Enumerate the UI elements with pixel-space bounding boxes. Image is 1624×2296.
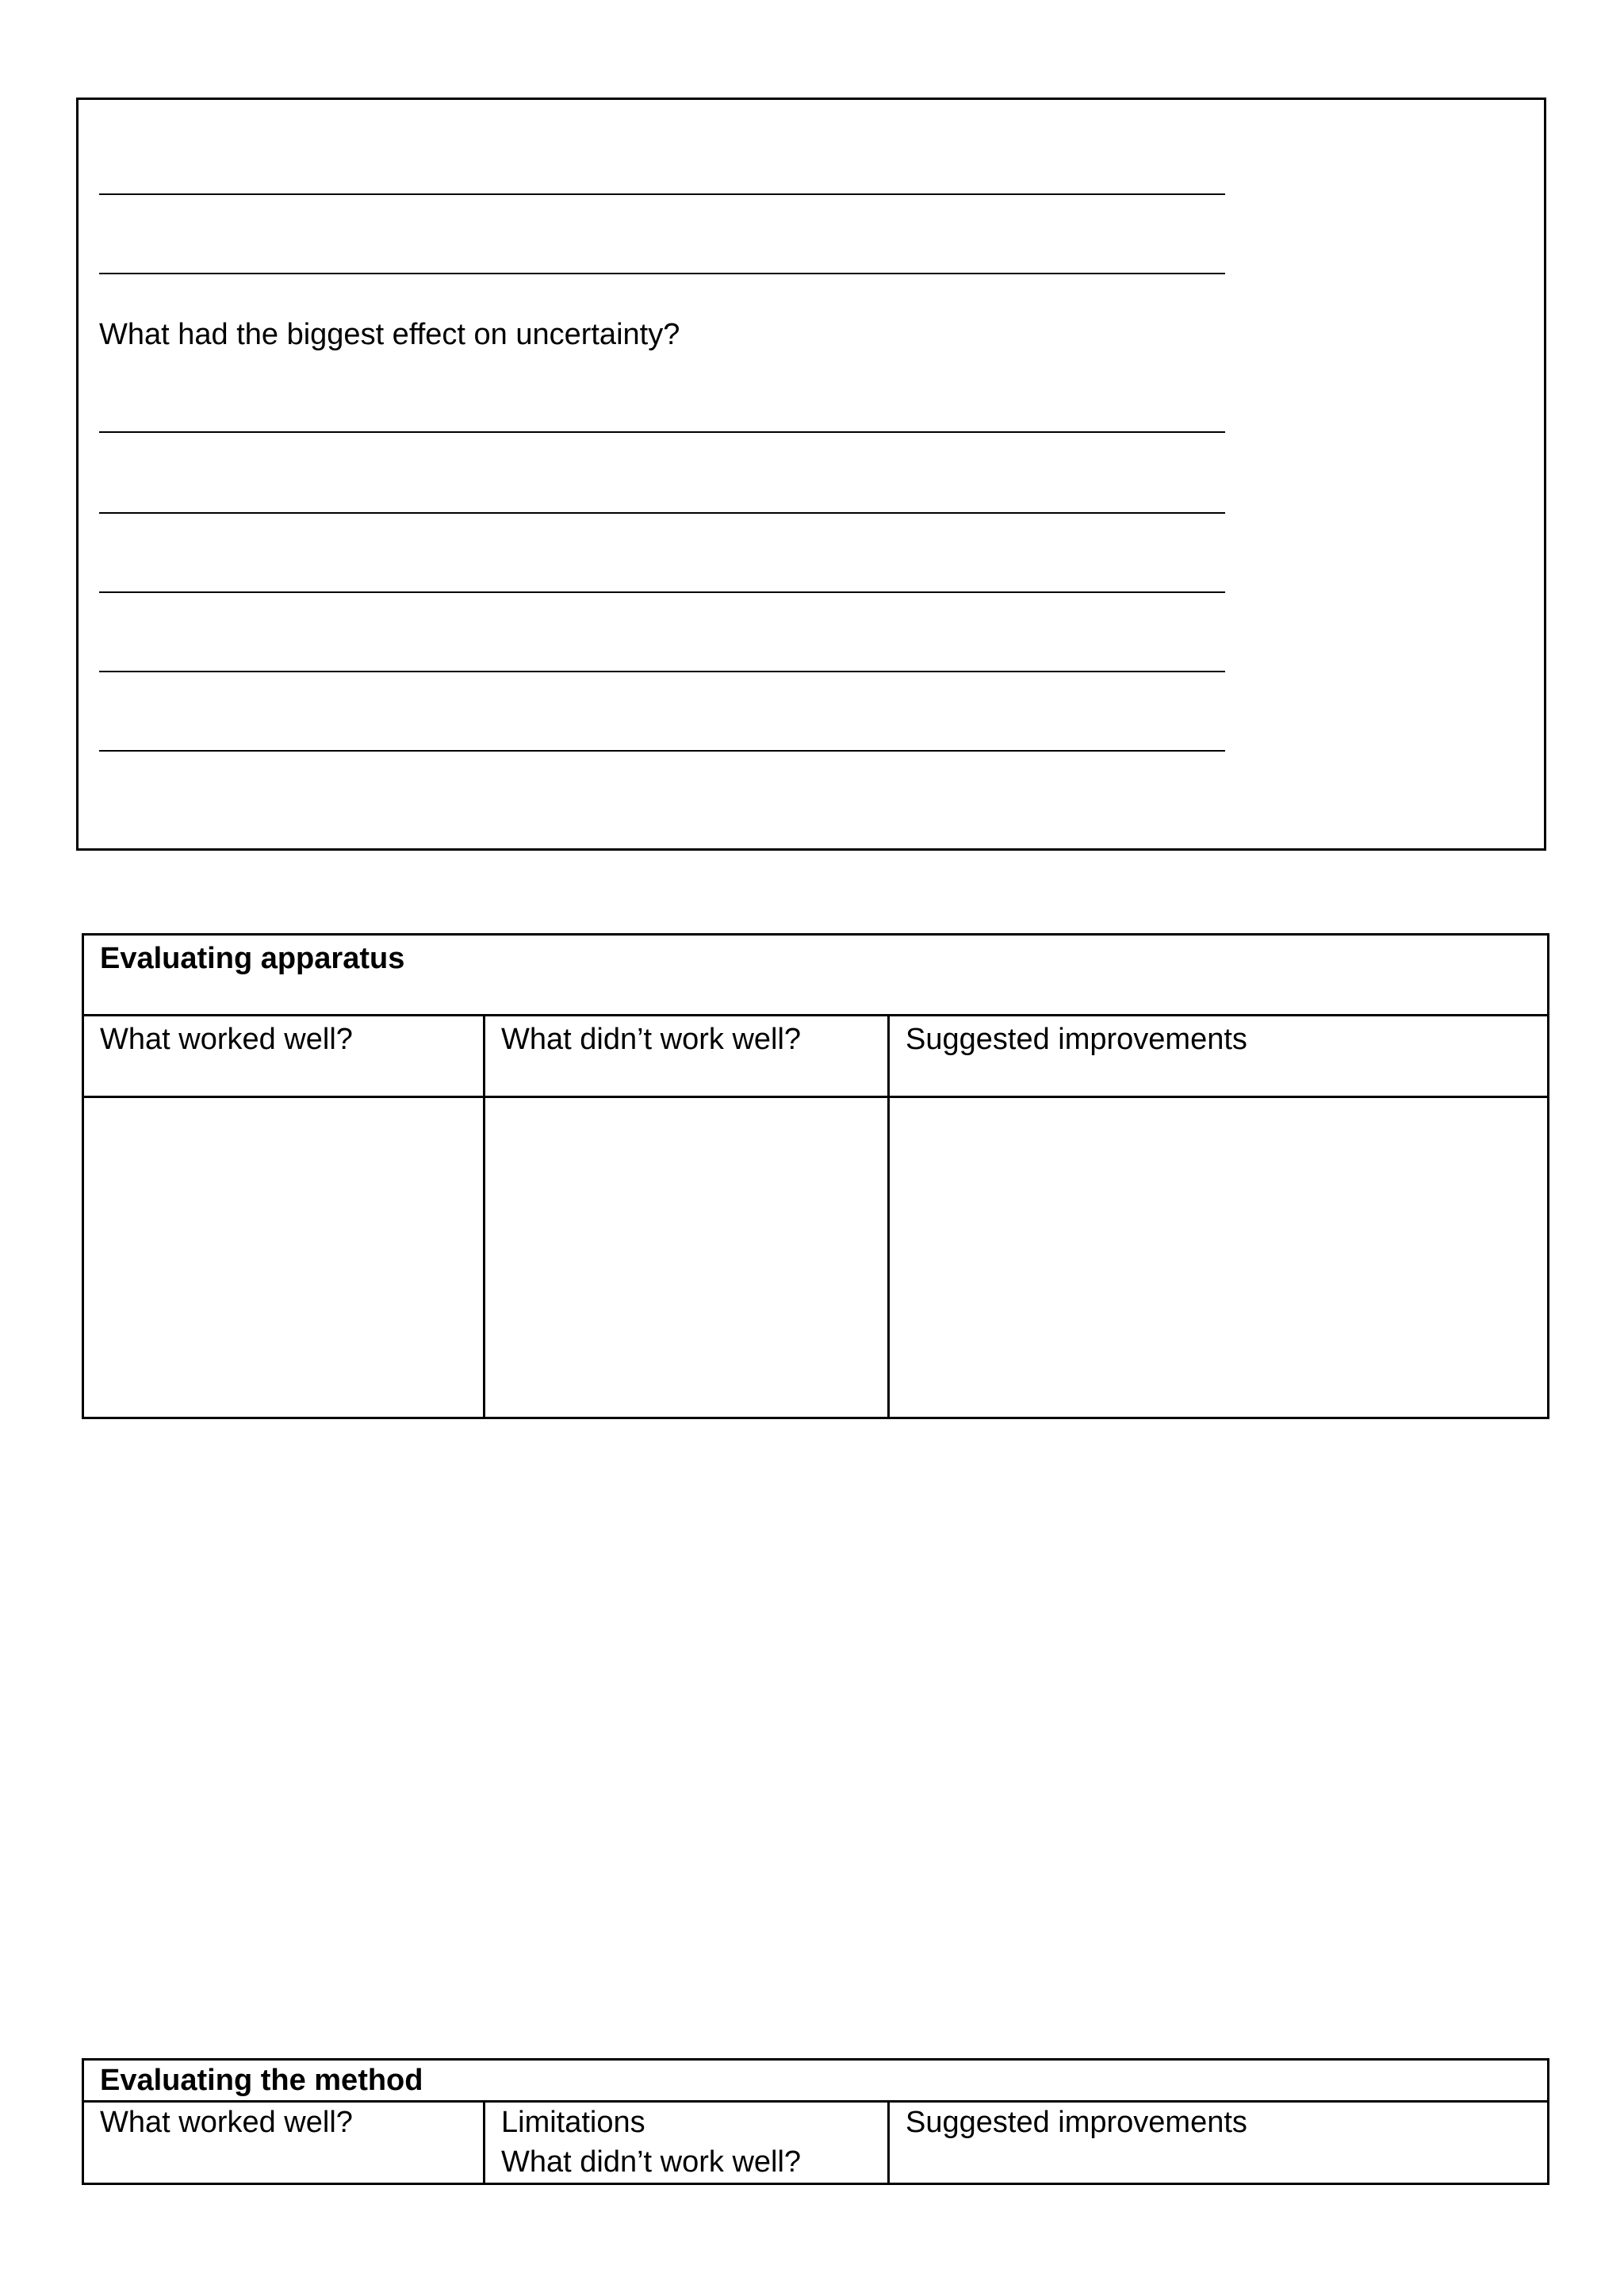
method-header-suggested-improvements <box>889 2102 1549 2184</box>
header-label: What worked well? <box>100 1023 353 1056</box>
answer-line[interactable] <box>99 512 1225 514</box>
uncertainty-question: What had the biggest effect on uncertainty? <box>99 318 680 351</box>
header-label: Limitations <box>501 2106 645 2139</box>
uncertainty-answer-box <box>76 98 1546 851</box>
answer-line[interactable] <box>99 591 1225 593</box>
evaluating-apparatus-table <box>82 933 1549 1419</box>
evaluating-method-table <box>82 2058 1549 2185</box>
header-label: What worked well? <box>100 2106 353 2139</box>
apparatus-answer-worked-well[interactable] <box>83 1097 485 1418</box>
header-label: Suggested improvements <box>906 2106 1247 2139</box>
apparatus-header-suggested-improvements <box>889 1016 1549 1097</box>
answer-line[interactable] <box>99 193 1225 195</box>
method-header-limitations <box>485 2102 889 2184</box>
header-label: What didn’t work well? <box>501 1023 802 1056</box>
header-label: What didn’t work well? <box>501 2145 802 2179</box>
method-header-worked-well <box>83 2102 485 2184</box>
answer-line[interactable] <box>99 273 1225 274</box>
method-table-title: Evaluating the method <box>83 2060 1549 2102</box>
answer-line[interactable] <box>99 431 1225 433</box>
header-label: Suggested improvements <box>906 1023 1247 1056</box>
apparatus-answer-suggested-improvements[interactable] <box>889 1097 1549 1418</box>
apparatus-header-didnt-work-well <box>485 1016 889 1097</box>
apparatus-table-title: Evaluating apparatus <box>83 935 1549 1016</box>
apparatus-header-worked-well <box>83 1016 485 1097</box>
answer-line[interactable] <box>99 750 1225 752</box>
answer-line[interactable] <box>99 671 1225 672</box>
apparatus-answer-didnt-work-well[interactable] <box>485 1097 889 1418</box>
